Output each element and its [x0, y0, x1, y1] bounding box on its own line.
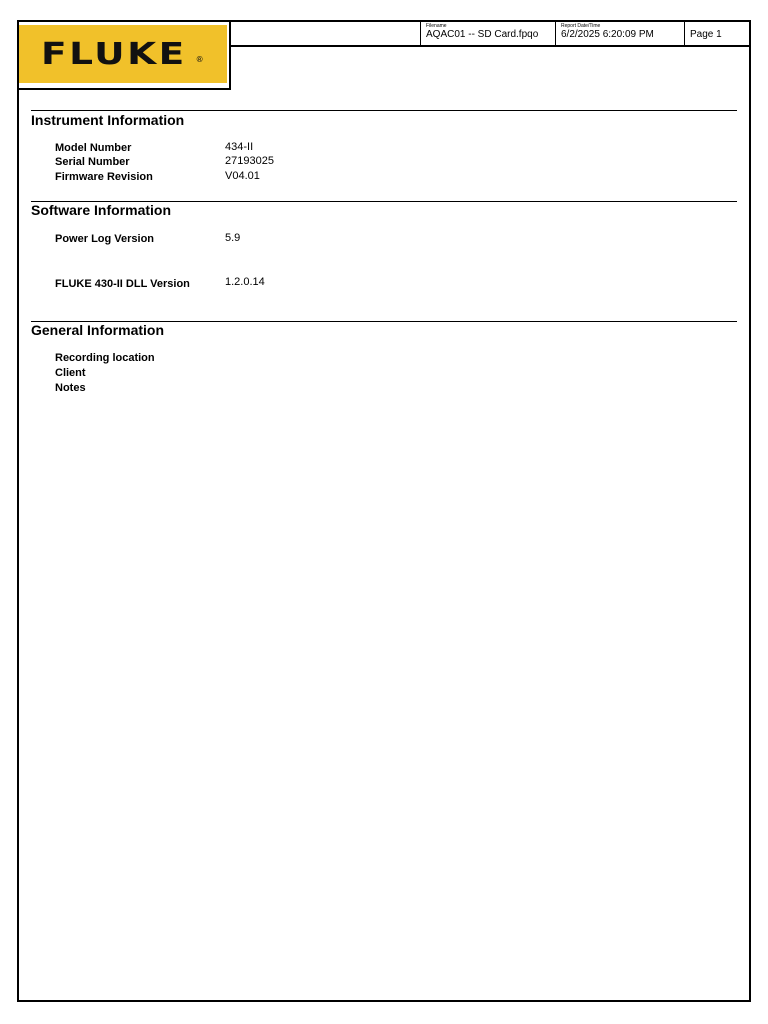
page-number-cell — [684, 22, 751, 45]
report-datetime-value: 6/2/2025 6:20:09 PM — [561, 29, 654, 40]
logo-text: FLUKE — [41, 36, 187, 72]
filename-cell — [420, 22, 555, 45]
serial-number-value: 27193025 — [225, 155, 274, 167]
registered-mark: ® — [195, 54, 204, 64]
power-log-version-value: 5.9 — [225, 232, 241, 244]
client-label: Client — [55, 367, 86, 379]
report-datetime-cell — [555, 22, 684, 45]
power-log-version-label: Power Log Version — [55, 233, 155, 245]
dll-version-value: 1.2.0.14 — [225, 276, 265, 288]
section-title-instrument: Instrument Information — [31, 112, 185, 128]
model-number-value: 434-II — [225, 141, 254, 153]
firmware-revision-label: Firmware Revision — [55, 171, 153, 183]
report-page — [17, 20, 751, 1002]
dll-version-label: FLUKE 430-II DLL Version — [55, 278, 190, 290]
filename-caption: Filename — [426, 23, 447, 29]
model-number-label: Model Number — [55, 142, 132, 154]
recording-location-label: Recording location — [55, 352, 155, 364]
firmware-revision-value: V04.01 — [225, 170, 260, 182]
serial-number-label: Serial Number — [55, 156, 130, 168]
notes-label: Notes — [55, 382, 86, 394]
report-datetime-caption: Report Date/Time — [561, 23, 601, 29]
section-divider — [31, 110, 737, 111]
filename-value: AQAC01 -- SD Card.fpqo — [426, 29, 539, 40]
report-header — [19, 22, 749, 46]
page-number: Page 1 — [690, 29, 722, 40]
section-title-general: General Information — [31, 322, 165, 338]
header-divider — [229, 45, 749, 47]
section-title-software: Software Information — [31, 202, 172, 218]
